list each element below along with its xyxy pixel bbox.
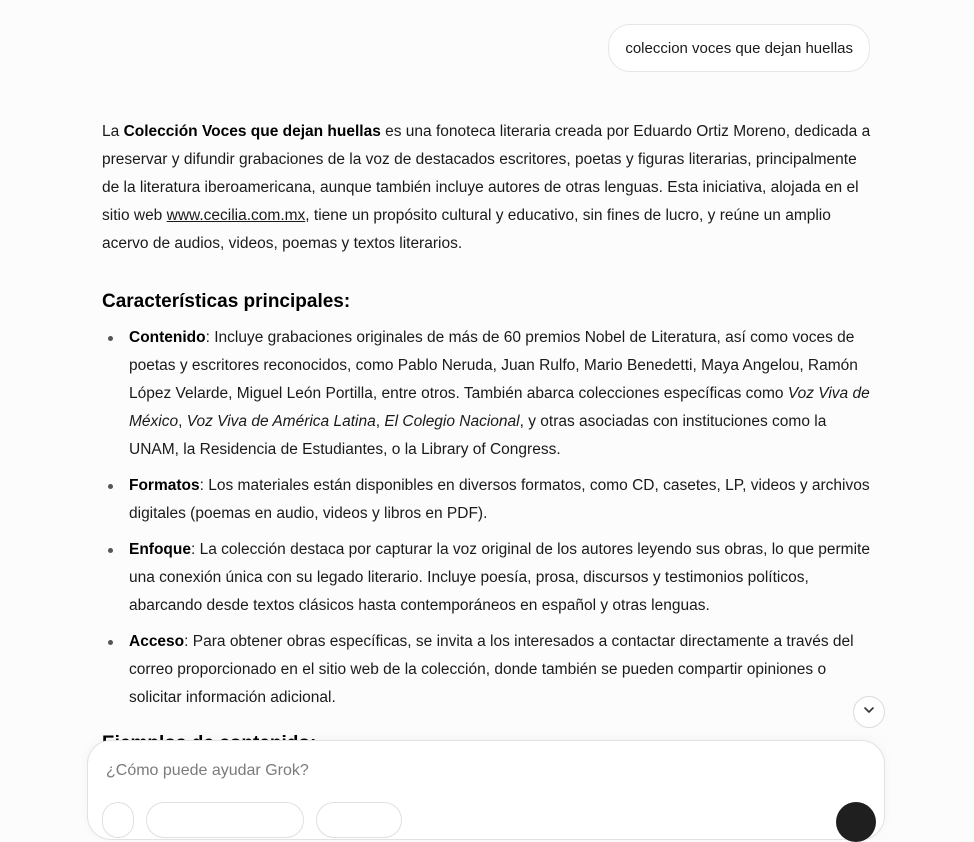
composer-option-button[interactable] [146,802,304,838]
intro-text-end: , tiene un propósito cultural y educativo, sin fines de lucro, y reúne un amplio acervo de audios, videos, poemas y textos literarios. [102,207,831,252]
bullet-text: , y otras asociadas con instituciones como la UNAM, la Residencia de Estudiantes, o la Library of Congress. [129,413,827,458]
bullet-text: : Para obtener obras específicas, se invita a los interesados a contactar directamente a través del correo proporcionado en el sitio web de la colección, donde también se pueden compartir opiniones o solicitar información adicional. [129,633,854,706]
composer-option-button[interactable] [316,802,402,838]
prompt-input[interactable] [106,759,806,783]
bullet-text: : La colección destaca por capturar la voz original de los autores leyendo sus obras, lo que permite una conexión única con su legado literario. Incluye poesía, prosa, discursos y testimonios políticos, abarcando desde textos clásicos hasta contemporáneos en español y otras lenguas. [129,541,870,614]
features-list [102,324,872,712]
list-item [102,536,872,620]
bullet-text: : Incluye grabaciones originales de más de 60 premios Nobel de Literatura, así como voces de poetas y escritores reconocidos, como Pablo Neruda, Juan Rulfo, Mario Benedetti, Maya Angelou, Ramón López Velarde, Miguel León Portilla, entre otros. También abarca colecciones específicas como [129,329,858,402]
list-item [102,628,872,712]
intro-paragraph [102,118,872,258]
website-link[interactable]: www.cecilia.com.mx [166,207,306,224]
intro-text-middle: es una fonoteca literaria creada por Eduardo Ortiz Moreno, dedicada a preservar y difundir grabaciones de la voz de destacados escritores, poetas y figuras literarias, principalmente de la literatura iberoamericana, aunque también incluye autores de otras lenguas. Esta iniciativa, alojada en el sitio web [102,123,871,224]
chevron-down-icon [862,703,876,722]
bullet-title: Acceso [129,633,185,650]
bullet-title: Contenido [129,329,206,346]
attach-button[interactable] [102,802,134,838]
separator: , [375,413,385,430]
user-message-bubble [608,24,870,72]
section-heading: Características principales: [102,291,351,312]
bullet-title: Enfoque [129,541,191,558]
separator: , [178,413,187,430]
intro-text-start: La [102,123,124,140]
bullet-title: Formatos [129,477,200,494]
collection-title: El Colegio Nacional [384,413,520,430]
collection-title: Voz Viva de América Latina [186,413,376,430]
assistant-response [102,118,872,720]
scroll-down-button[interactable] [853,696,885,728]
collection-name: Colección Voces que dejan huellas [123,123,381,140]
user-message-text: coleccion voces que dejan huellas [625,40,853,57]
list-item [102,472,872,528]
collection-title: Voz Viva de México [129,385,870,430]
message-composer [87,740,885,840]
bullet-text: : Los materiales están disponibles en diversos formatos, como CD, casetes, LP, videos y archivos digitales (poemas en audio, videos y libros en PDF). [129,477,870,522]
send-button[interactable] [836,802,876,842]
list-item [102,324,872,464]
